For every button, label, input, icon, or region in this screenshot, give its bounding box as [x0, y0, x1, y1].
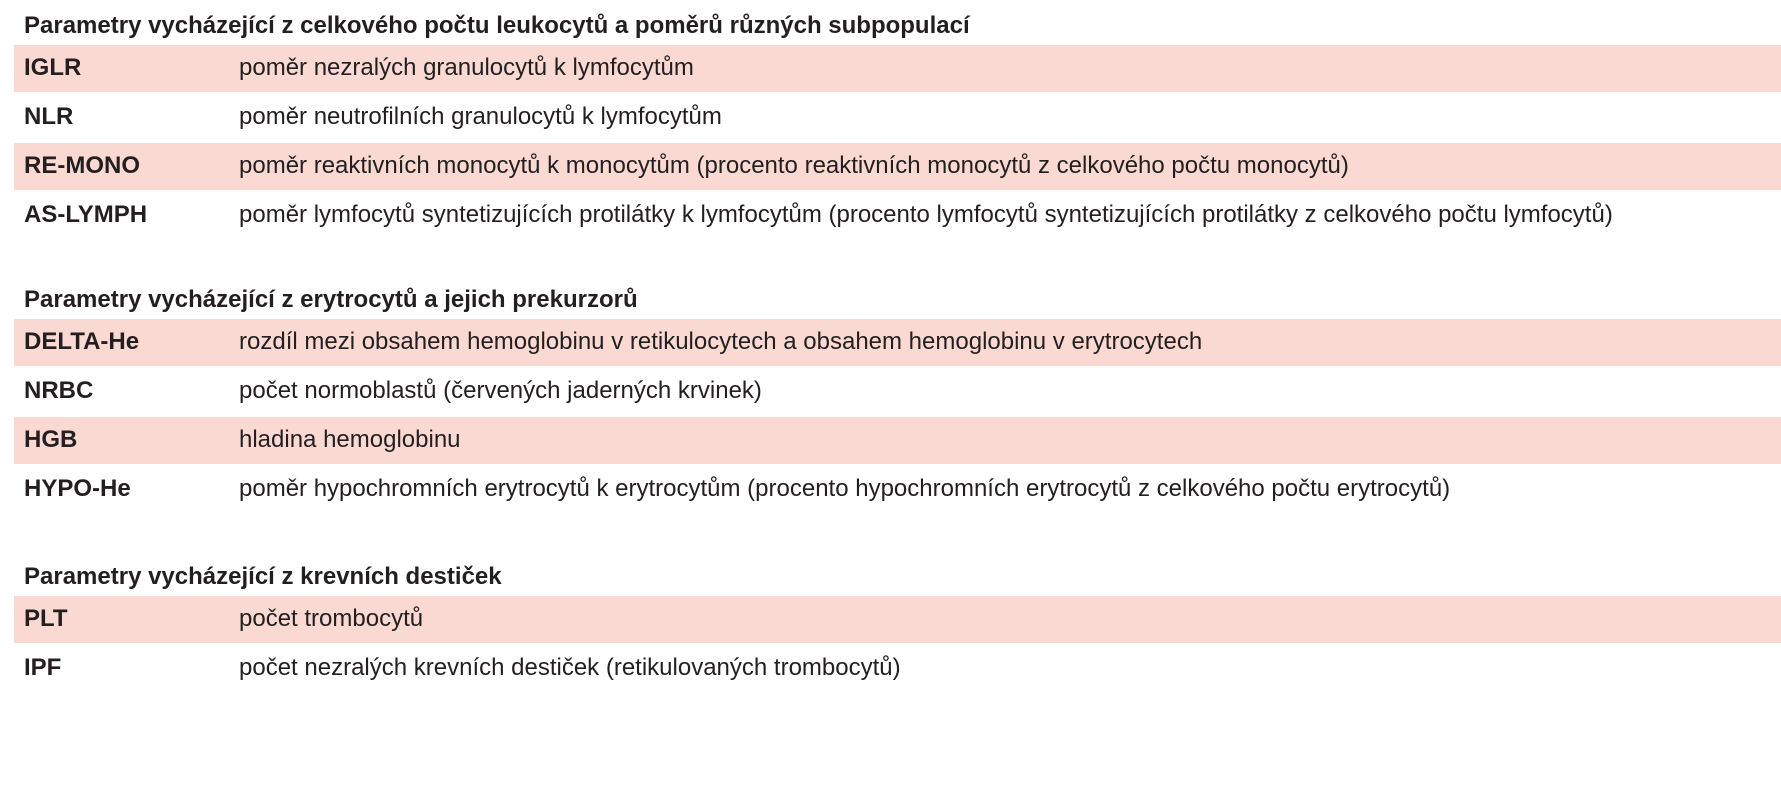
- section-platelets: [14, 551, 1781, 694]
- parameter-table: [14, 0, 1781, 694]
- table-row: [14, 466, 1781, 515]
- table-row: [14, 645, 1781, 694]
- parameter-abbreviation: AS-LYMPH: [24, 201, 148, 228]
- parameter-abbreviation: HGB: [24, 426, 78, 453]
- table-row: [14, 319, 1781, 368]
- parameter-description: počet nezralých krevních destiček (retikulovaných trombocytů): [239, 654, 901, 681]
- parameter-description: hladina hemoglobinu: [239, 426, 461, 453]
- parameter-description: poměr lymfocytů syntetizujících protilátky k lymfocytům (procento lymfocytů syntetizujících protilátky z celkového počtu lymfocytů): [239, 201, 1613, 228]
- table-row: [14, 143, 1781, 192]
- parameter-abbreviation: IGLR: [24, 54, 82, 81]
- section-title: Parametry vycházející z krevních destiček: [14, 551, 1781, 596]
- parameter-description: poměr neutrofilních granulocytů k lymfocytům: [239, 103, 722, 130]
- parameter-description: počet trombocytů: [239, 605, 424, 632]
- table-row: [14, 596, 1781, 645]
- section-title: Parametry vycházející z celkového počtu leukocytů a poměrů různých subpopulací: [14, 0, 1781, 45]
- section-leukocytes: [14, 0, 1781, 241]
- parameter-description: poměr reaktivních monocytů k monocytům (procento reaktivních monocytů z celkového počtu monocytů): [239, 152, 1349, 179]
- parameter-description: rozdíl mezi obsahem hemoglobinu v retikulocytech a obsahem hemoglobinu v erytrocytech: [239, 328, 1203, 355]
- table-row: [14, 417, 1781, 466]
- parameter-abbreviation: HYPO-He: [24, 475, 131, 502]
- section-title: Parametry vycházející z erytrocytů a jejich prekurzorů: [14, 274, 1781, 319]
- parameter-abbreviation: PLT: [24, 605, 68, 632]
- section-erythrocytes: [14, 274, 1781, 515]
- parameter-abbreviation: RE-MONO: [24, 152, 140, 179]
- section-spacer: [14, 515, 1781, 551]
- table-row: [14, 94, 1781, 143]
- table-row: [14, 368, 1781, 417]
- table-row: [14, 45, 1781, 94]
- parameter-description: poměr nezralých granulocytů k lymfocytům: [239, 54, 694, 81]
- parameter-abbreviation: NRBC: [24, 377, 94, 404]
- parameter-description: počet normoblastů (červených jaderných krvinek): [239, 377, 762, 404]
- section-spacer: [14, 241, 1781, 274]
- parameter-abbreviation: IPF: [24, 654, 62, 681]
- parameter-abbreviation: DELTA-He: [24, 328, 140, 355]
- table-row: [14, 192, 1781, 241]
- parameter-abbreviation: NLR: [24, 103, 74, 130]
- parameter-description: poměr hypochromních erytrocytů k erytrocytům (procento hypochromních erytrocytů z celkového počtu erytrocytů): [239, 475, 1451, 502]
